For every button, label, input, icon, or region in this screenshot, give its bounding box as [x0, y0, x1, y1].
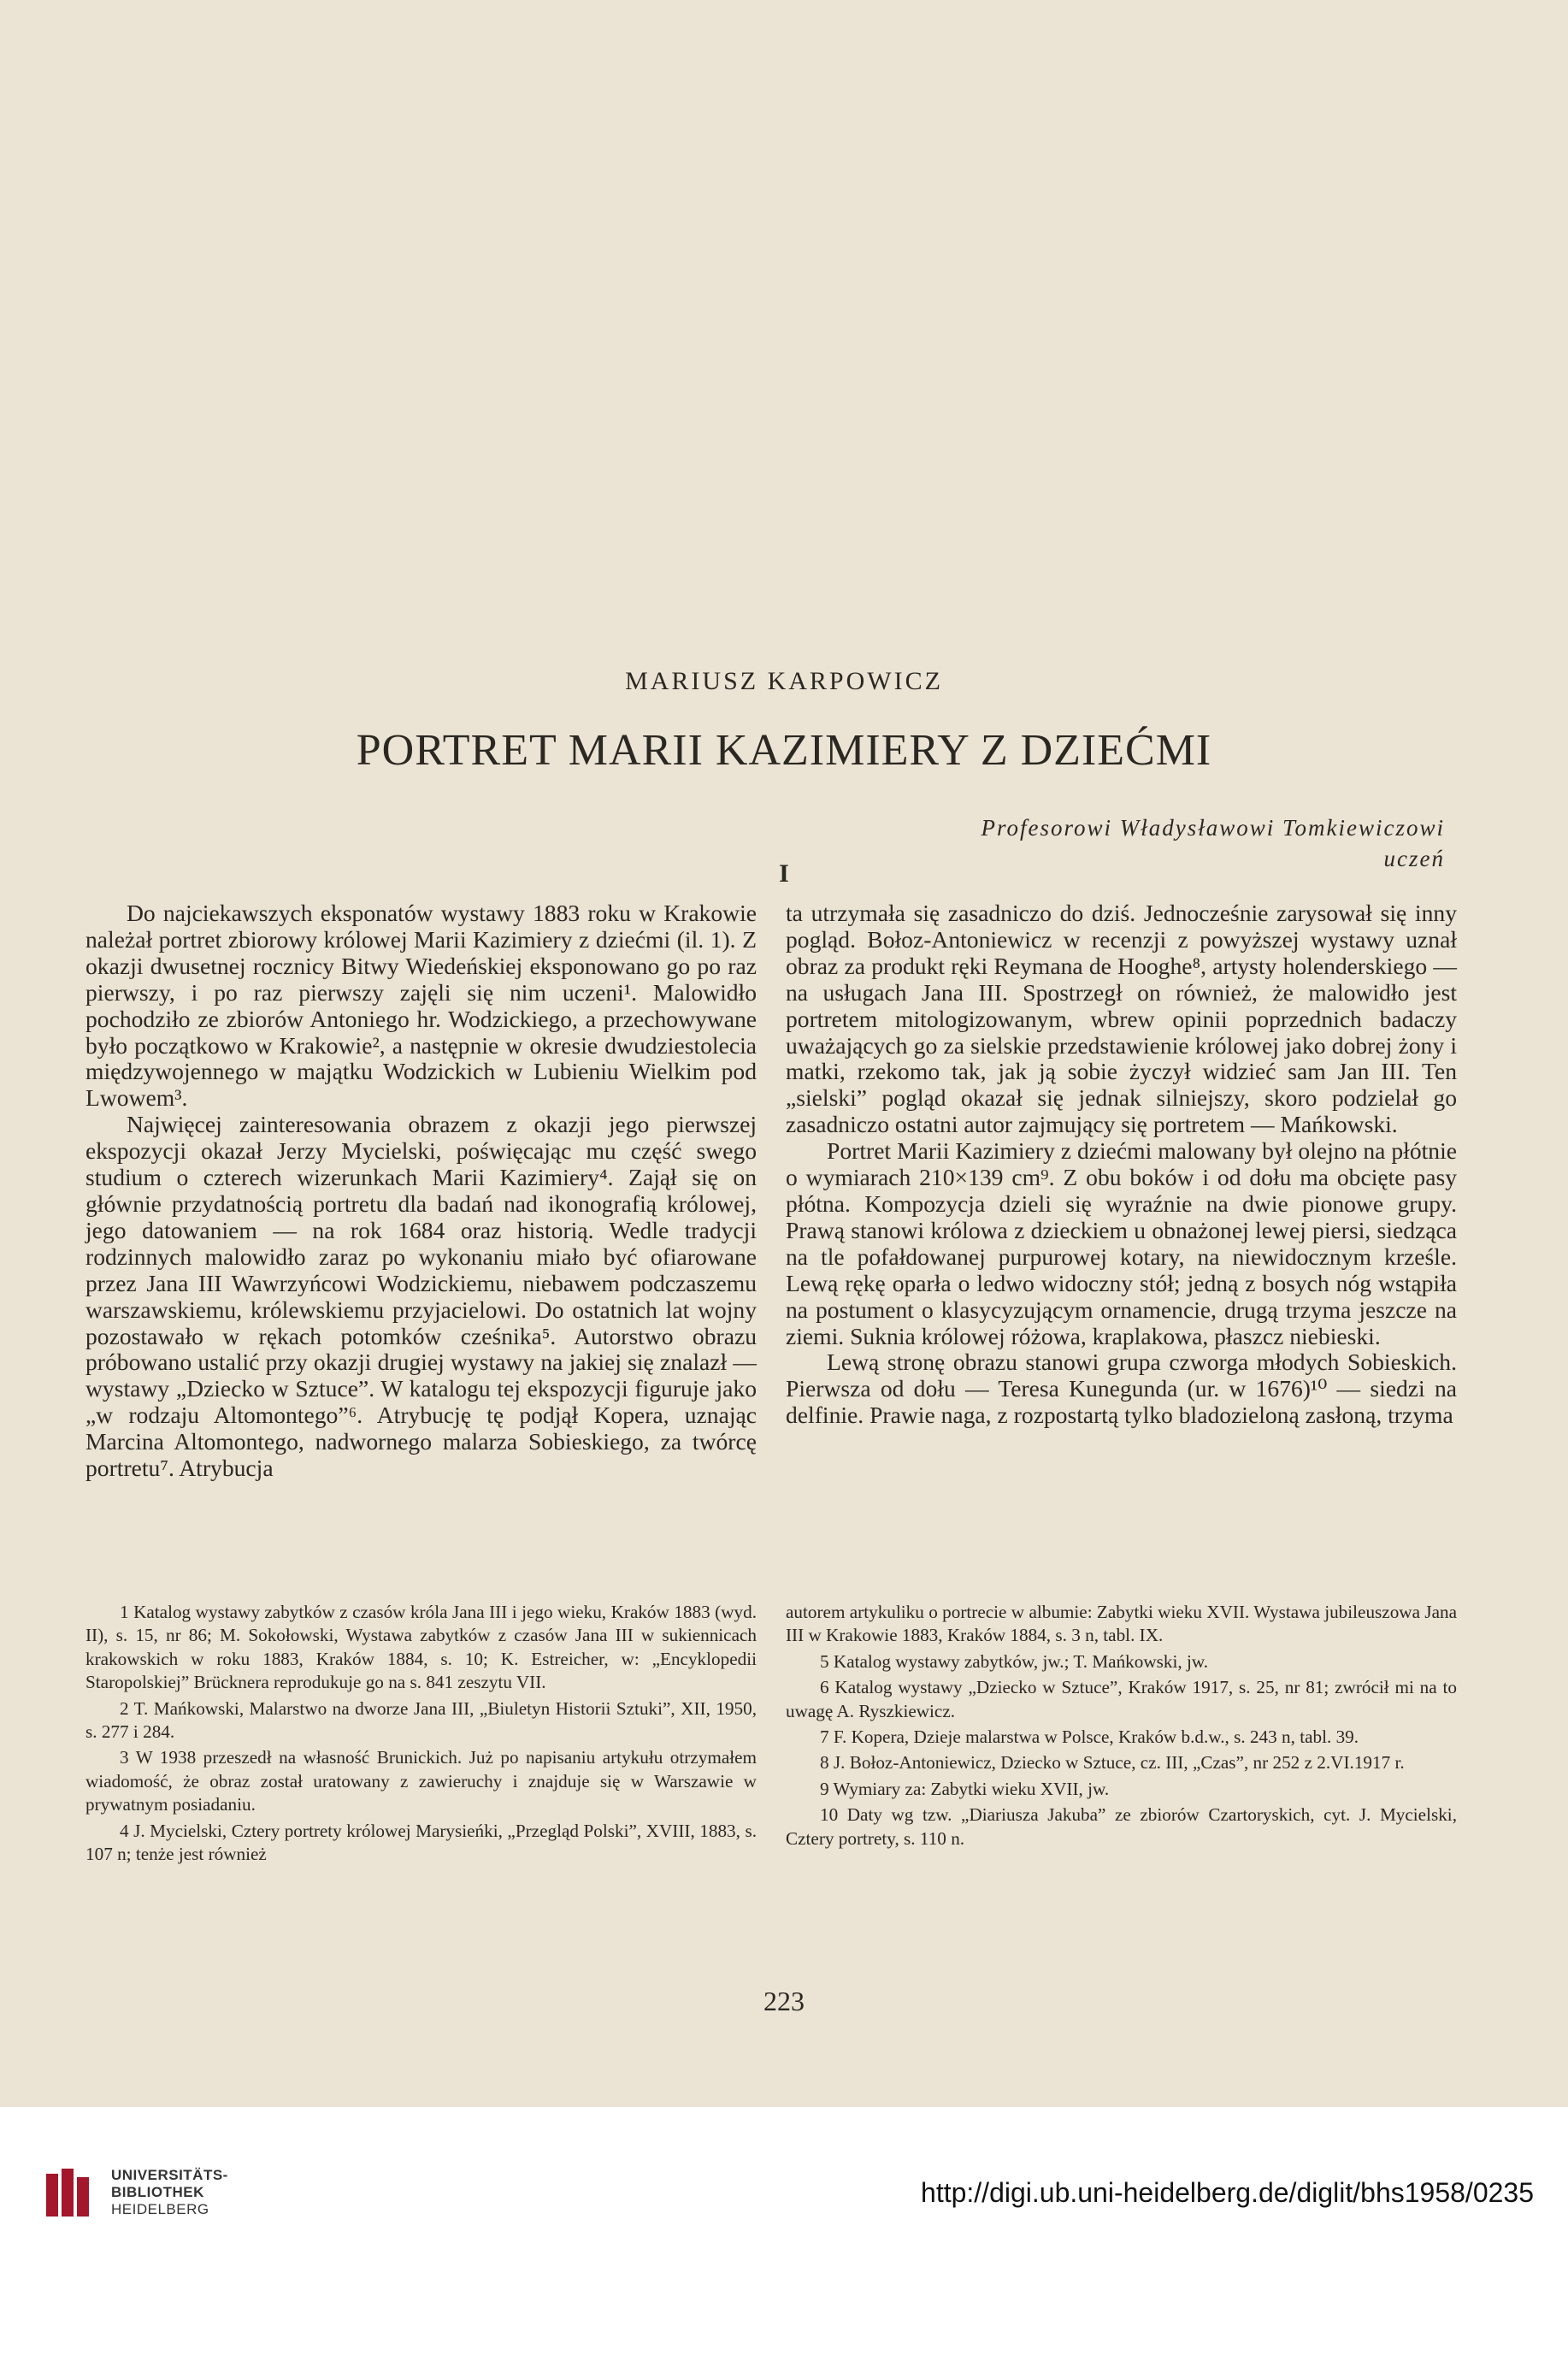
- footnote: 8 J. Bołoz-Antoniewicz, Dziecko w Sztuce, cz. III, „Czas”, nr 252 z 2.VI.1917 r.: [820, 1752, 1405, 1774]
- library-seal-icon: [43, 2165, 94, 2225]
- footnote: 5 Katalog wystawy zabytków, jw.; T. Mańkowski, jw.: [820, 1650, 1209, 1672]
- footnote: 2 T. Mańkowski, Malarstwo na dworze Jana III, „Biuletyn Historii Sztuki”, XII, 1950, s. 277 i 284.: [85, 1697, 757, 1743]
- library-footer: [0, 2107, 1568, 2367]
- footnotes-right: [786, 1601, 1457, 1853]
- logo-line-3: HEIDELBERG: [111, 2201, 209, 2217]
- dedication-line-2: uczeń: [1383, 846, 1445, 871]
- paragraph: Lewą stronę obrazu stanowi grupa czworga młodych Sobieskich. Pierwsza od dołu — Teresa Kunegunda (ur. w 1676)¹⁰ — siedzi na delfinie. Prawie naga, z rozpostartą tylko bladozieloną zasłoną, trzyma: [786, 1349, 1457, 1429]
- page-number: 223: [763, 1986, 805, 2016]
- dedication-line-1: Profesorowi Władysławowi Tomkiewiczowi: [981, 815, 1445, 841]
- article-title: PORTRET MARII KAZIMIERY Z DZIEĆMI: [356, 726, 1212, 775]
- logo-line-1: UNIVERSITÄTS-: [111, 2167, 228, 2183]
- library-logo[interactable]: [26, 2124, 248, 2287]
- footnotes-left: [85, 1601, 757, 1868]
- footnote: 10 Daty wg tzw. „Diariusza Jakuba” ze zbiorów Czartoryskich, cyt. J. Mycielski, Cztery portrety, s. 110 n.: [786, 1804, 1457, 1849]
- paragraph: Najwięcej zainteresowania obrazem z okazji jego pierwszej ekspozycji okazał Jerzy Mycielski, poświęcając mu część swego studium o czterech wizerunkach Marii Kazimiery⁴. Zajął się on głównie przydatnością portretu dla badań nad ikonografią królowej, jego datowaniem — na rok 1684 oraz historią. Wedle tradycji rodzinnych malowidło zaraz po wykonaniu miało być ofiarowane przez Jana III Wawrzyńcowi Wodzickiemu, niebawem podczaszemu warszawskiemu, królewskiemu przyjacielowi. Do ostatnich lat wojny pozostawało w rękach potomków cześnika⁵. Autorstwo obrazu próbowano ustalić przy okazji drugiej wystawy na jakiej się znalazł — wystawy „Dziecko w Sztuce”. W katalogu tej ekspozycji figuruje jako „w rodzaju Altomontego”⁶. Atrybucję tę podjął Kopera, uznając Marcina Altomontego, nadwornego malarza Sobieskiego, za twórcę portretu⁷. Atrybucja: [85, 1111, 757, 1482]
- section-number: I: [779, 859, 789, 888]
- footnote-continuation: autorem artykuliku o portrecie w albumie: Zabytki wieku XVII. Wystawa jubileuszowa Jana III w Krakowie 1883, Kraków 1884, s. 3 n, tabl. IX.: [786, 1602, 1457, 1646]
- footnote: 3 W 1938 przeszedł na własność Brunickich. Już po napisaniu artykułu otrzymałem wiadomość, że obraz został uratowany z zawieruchy i znajduje się w Warszawie w prywatnym posiadaniu.: [85, 1747, 757, 1815]
- paragraph: ta utrzymała się zasadniczo do dziś. Jednocześnie zarysował się inny pogląd. Bołoz-Antoniewicz w recenzji z powyższej wystawy uznał obraz za produkt ręki Reymana de Hooghe⁸, artysty holenderskiego — na usługach Jana III. Spostrzegł on również, że malowidło jest portretem mitologizowanym, wbrew opinii poprzednich badaczy uważających go za sielskie przedstawienie królowej jako dobrej żony i matki, rzekomo tak, jak ją sobie życzył widzieć sam Jan III. Ten „sielski” pogląd okazał się jednak silniejszy, skoro podzielał go zasadniczo ostatni autor zajmujący się portretem — Mańkowski.: [786, 900, 1457, 1138]
- source-url-link[interactable]: http://digi.ub.uni-heidelberg.de/diglit/bhs1958/0235: [921, 2177, 1534, 2208]
- footnote: 4 J. Mycielski, Cztery portrety królowej Marysieńki, „Przegląd Polski”, XVIII, 1883, s. 107 n; tenże jest również: [85, 1820, 757, 1865]
- footnote: 6 Katalog wystawy „Dziecko w Sztuce”, Kraków 1917, s. 25, nr 81; zwrócił mi na to uwagę A. Ryszkiewicz.: [786, 1677, 1457, 1721]
- body-column-right: [786, 900, 1457, 1429]
- footnote: 9 Wymiary za: Zabytki wieku XVII, jw.: [820, 1778, 1110, 1799]
- paragraph: Portret Marii Kazimiery z dziećmi malowany był olejno na płótnie o wymiarach 210×139 cm⁹. Z obu boków i od dołu ma obcięte pasy płótna. Kompozycja dzieli się wyraźnie na dwie pionowe grupy. Prawą stanowi królowa z dzieckiem u obnażonej lewej piersi, siedząca na tle pofałdowanej purpurowej kotary, na niewidocznym krześle. Lewą rękę oparła o ledwo widoczny stół; jedną z bosych nóg wstąpiła na postument o klasycyzującym ornamencie, drugą trzyma jeszcze na ziemi. Suknia królowej różowa, kraplakowa, płaszcz niebieski.: [786, 1137, 1457, 1349]
- library-name: [111, 2167, 228, 2218]
- article-author: MARIUSZ KARPOWICZ: [625, 667, 943, 695]
- footnote: 7 F. Kopera, Dzieje malarstwa w Polsce, Kraków b.d.w., s. 243 n, tabl. 39.: [820, 1727, 1359, 1748]
- logo-line-2: BIBLIOTHEK: [111, 2184, 204, 2200]
- body-column-left: [85, 900, 757, 1482]
- footnote: 1 Katalog wystawy zabytków z czasów króla Jana III i jego wieku, Kraków 1883 (wyd. II), s. 15, nr 86; M. Sokołowski, Wystawa zabytków z czasów Jana III w sukiennicach krakowskich w roku 1883, Kraków 1884, s. 10; K. Estreicher, w: „Encyklopedii Staropolskiej” Brücknera reprodukuje go na s. 841 zeszytu VII.: [85, 1602, 757, 1693]
- paragraph: Do najciekawszych eksponatów wystawy 1883 roku w Krakowie należał portret zbiorowy królowej Marii Kazimiery z dziećmi (il. 1). Z okazji dwusetnej rocznicy Bitwy Wiedeńskiej eksponowano go po raz pierwszy, i po raz pierwszy zajęli się nim uczeni¹. Malowidło pochodziło ze zbiorów Antoniego hr. Wodzickiego, a przechowywane było początkowo w Krakowie², a następnie w okresie dwudziestolecia międzywojennego w majątku Wodzickich w Lubieniu Wielkim pod Lwowem³.: [85, 900, 757, 1112]
